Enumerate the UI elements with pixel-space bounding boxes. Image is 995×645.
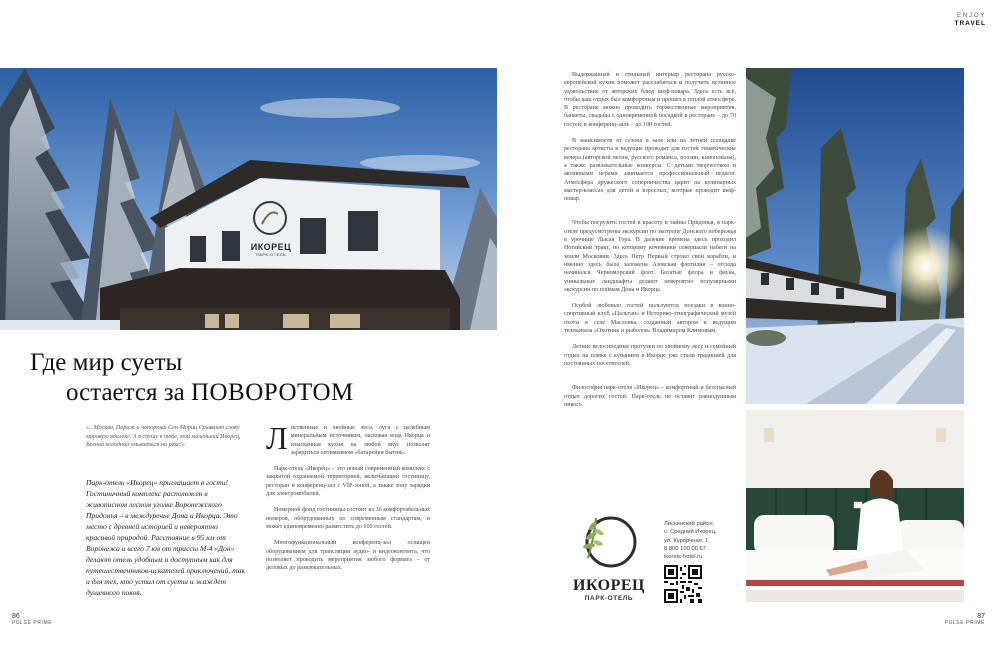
building-sign-sub: ПАРК-ОТЕЛЬ — [255, 252, 287, 257]
paragraph: Номерной фонд гостиницы состоит из 36 комфортабельных номеров, оборудованных по современным стандартам, и может единовременно разместить до 100 гостей. — [266, 507, 430, 530]
page-number: 87 — [977, 613, 985, 620]
page-number: 86 — [12, 613, 20, 620]
hotel-logo — [566, 508, 652, 602]
paragraph: Многофункциональный конференц-зал оснащен оборудованием для трансляции аудио- и видеоконтента, что позволяет проводить мероприятия любого формата – от деловых до развлекательных. — [266, 540, 430, 572]
paragraph: Летние велосипедные прогулки по хвойному лесу и семейный отдых на пляже с купанием в Икорце уже стали традицией для постоянных посетителей. — [564, 344, 736, 367]
contact-phone: 8 800 100 06 67 — [664, 545, 706, 552]
article-title-emphasis: ПОВОРОТОМ — [190, 379, 354, 406]
paragraph: Парк-отель «Икорец» – это новый современный комплекс с закрытой охраняемой территорией, включающий гостиницу, ресторан и конференц-зал с VIP-зоной, а также зону зарядки для электромобилей. — [266, 466, 430, 498]
article-title-line2-prefix: остается за — [66, 379, 191, 406]
hotel-room-photo — [746, 410, 964, 602]
intro-paragraph: Парк-отель «Икорец» приглашает в гости! Гостиничный комплекс расположен в живописном лесном уголке Воронежского Придонья – в междуречье Дона и Икорца. Это место с древней историей и невероятно красивой природой. Расстояние в 95 км от Воронежа и всего 7 км от трассы М-4 «Дон» делают отель удобным и доступным как для путешественников-искателей приключений, так и для тех, кто устал от суеты и жаждет душевного покоя. — [86, 478, 246, 597]
magazine-name: PULSE PRIME — [944, 620, 985, 626]
paragraph: Чтобы погрузить гостей в красоту и тайны Придонья, в парк-отеле предусмотрены экскурсии по экотропе Донского побережья в урочище Лысая Гора. В далекие времена здесь проходил Ногайский тракт, по которому кочевники совершали набеги на земли Московии. Здесь Петр Первый строил свои корабли, и именно здесь была заложена Азовская флотилия – отсюда начинался Черноморский флот. Богатые флора и фауна, уникальные ландшафты делают невероятно популярными экскурсии по поймам Дона и Икорца. — [564, 220, 736, 293]
contact-line: Лискинский район, — [664, 521, 715, 527]
article-title — [30, 348, 410, 408]
contact-info — [664, 520, 744, 561]
contact-line: с. Средний Икорец, — [664, 529, 717, 536]
right-column-text — [564, 71, 736, 417]
paragraph: В зависимости от сезона в зале или на летней площадке ресторана артисты и ведущие проводят для гостей тематические вечера (авторской песни, русского романса, поэзии, кинопоказы), а также развлекательные конкурсы. С детьми творчеством и активными играми занимается профессиональный педагог. Атмосфера дружеского соперничества царит на кулинарных мастер-классах для детей и взрослых, которые проводит шеф-повар. — [564, 138, 736, 203]
paragraph: Особой любовью гостей пользуются поездки в конно-спортивный клуб «Цальтан» и Историко-этнографический музей охоты в селе Масловка, созданный автором и ведущим телеканала «Охотник и рыболов» Владимиром Климовым. — [564, 303, 736, 335]
building-sign-name: ИКОРЕЦ — [250, 242, 292, 252]
logo-name: ИКОРЕЦ — [573, 577, 645, 594]
hotel-winter-photo — [0, 68, 497, 330]
logo-subtitle: ПАРК-ОТЕЛЬ — [584, 595, 634, 602]
lead-paragraph-text: иственные и хвойные леса, луга с целебным минеральным источником, ласковая вода Икорца и изысканная кухня на любой вкус позволят зарядиться оптимизмом «батарейки бытия». — [290, 425, 430, 456]
qr-code-icon — [664, 565, 702, 603]
magazine-name: PULSE PRIME — [12, 620, 53, 626]
lead-paragraph — [266, 420, 430, 457]
article-title-line1: Где мир суеты — [30, 349, 183, 376]
paragraph: Философия парк-отеля «Икорец» – комфортный и безопасный отдых дорогих гостей. Парк-отель не оставит равнодушным никого. — [564, 385, 736, 408]
epigraph-quote: «...Москва, Париж и чопорный Сен-Мориц Срывают славу мировую вдалеке. А я спешу к тебе, мой маленький Икорец, Весной холодной умываться на реке!» — [86, 425, 241, 449]
building-sign — [245, 242, 297, 257]
section-label-enjoy: ENJOY — [956, 12, 986, 19]
right-folio — [940, 613, 985, 626]
contact-line: ул. Курорчная, 1 — [664, 537, 709, 544]
drop-cap: Л — [266, 420, 288, 456]
left-folio — [12, 613, 52, 626]
article-title-line2 — [30, 378, 410, 408]
logo-emblem-icon — [566, 508, 652, 574]
winter-forest-photo — [746, 68, 964, 404]
contact-website: ikorets-hotel.ru — [664, 554, 703, 561]
left-column-text — [266, 420, 430, 580]
section-label — [946, 12, 986, 27]
paragraph: Выдержанный и стильный интерьер ресторана русско-европейской кухни поможет расслабиться и получить истинное удовольствие от авторских блюд шеф-повара. Здесь есть всё, чтобы ваш отдых был комфортным и прошел в теплой атмосфере. В ресторане можно проводить торжественные мероприятия, банкеты, свадьбы с одновременной посадкой в ресторане – до 70 гостей, в конференц-зале – до 100 гостей. — [564, 72, 736, 128]
section-label-travel: TRAVEL — [954, 20, 986, 27]
